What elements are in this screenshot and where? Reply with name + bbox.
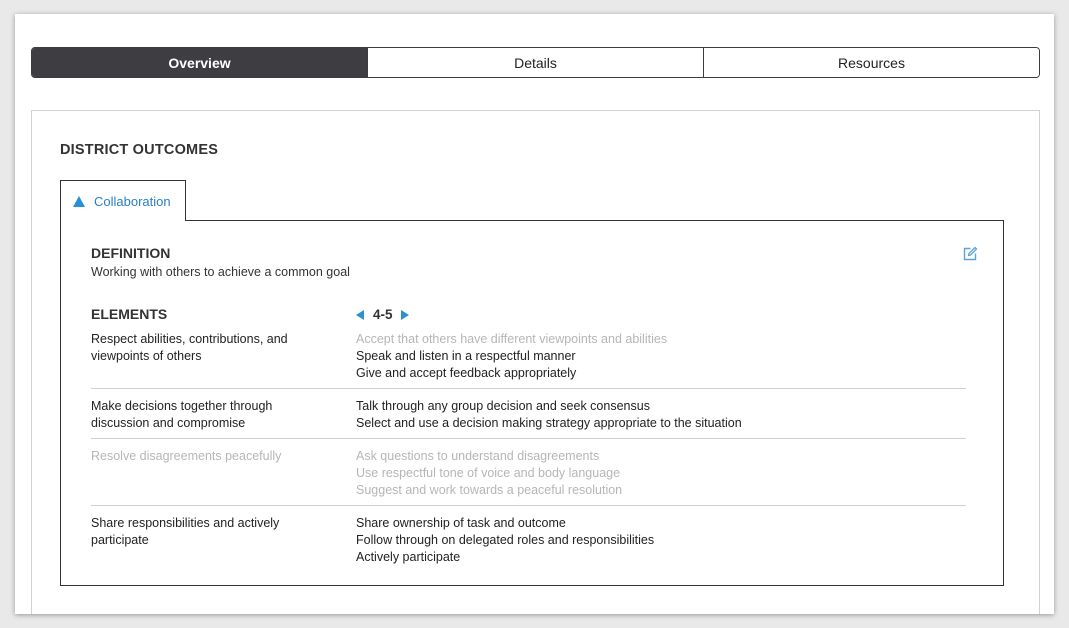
indicator-item: Suggest and work towards a peaceful resolution — [356, 483, 623, 497]
outcome-content — [60, 220, 1004, 586]
elements-title: ELEMENTS — [91, 306, 168, 322]
element-row — [91, 439, 966, 506]
grade-range-label: 4-5 — [373, 307, 393, 322]
element-indicators — [356, 515, 966, 566]
indicator-item: Follow through on delegated roles and responsibilities — [356, 533, 655, 547]
element-name: Make decisions together through discussion and compromise — [91, 399, 273, 430]
edit-icon[interactable] — [962, 246, 978, 262]
elements-list — [91, 331, 966, 572]
outcome-tab-label: Collaboration — [94, 193, 171, 209]
view-tabs — [31, 47, 1040, 78]
definition-text: Working with others to achieve a common goal — [91, 265, 350, 279]
indicator-item: Ask questions to understand disagreements — [356, 449, 600, 463]
indicator-item: Give and accept feedback appropriately — [356, 366, 577, 380]
indicator-item: Accept that others have different viewpoints and abilities — [356, 332, 668, 346]
indicator-item: Share ownership of task and outcome — [356, 516, 566, 530]
section-title: DISTRICT OUTCOMES — [60, 142, 219, 158]
element-name: Share responsibilities and actively participate — [91, 516, 280, 547]
arrow-right-icon[interactable] — [401, 310, 409, 320]
element-indicators — [356, 448, 966, 499]
indicator-item: Select and use a decision making strategy appropriate to the situation — [356, 416, 742, 430]
element-name: Respect abilities, contributions, and viewpoints of others — [91, 332, 288, 363]
tab-overview[interactable]: Overview — [32, 48, 367, 77]
element-name: Resolve disagreements peacefully — [91, 449, 282, 463]
element-row — [91, 506, 966, 572]
arrow-left-icon[interactable] — [356, 310, 364, 320]
app-window — [15, 14, 1054, 614]
grade-navigator — [356, 307, 409, 322]
element-indicators — [356, 398, 966, 432]
definition-title: DEFINITION — [91, 245, 171, 261]
outcome-tab-collaboration[interactable] — [60, 180, 186, 221]
triangle-up-icon — [73, 196, 85, 207]
indicator-item: Talk through any group decision and seek consensus — [356, 399, 650, 413]
element-row — [91, 389, 966, 439]
indicator-item: Speak and listen in a respectful manner — [356, 349, 576, 363]
indicator-item: Actively participate — [356, 550, 461, 564]
element-row — [91, 331, 966, 389]
overview-panel — [31, 110, 1040, 614]
tab-details[interactable]: Details — [367, 48, 703, 77]
element-indicators — [356, 331, 966, 382]
tab-resources[interactable]: Resources — [703, 48, 1039, 77]
indicator-item: Use respectful tone of voice and body language — [356, 466, 621, 480]
